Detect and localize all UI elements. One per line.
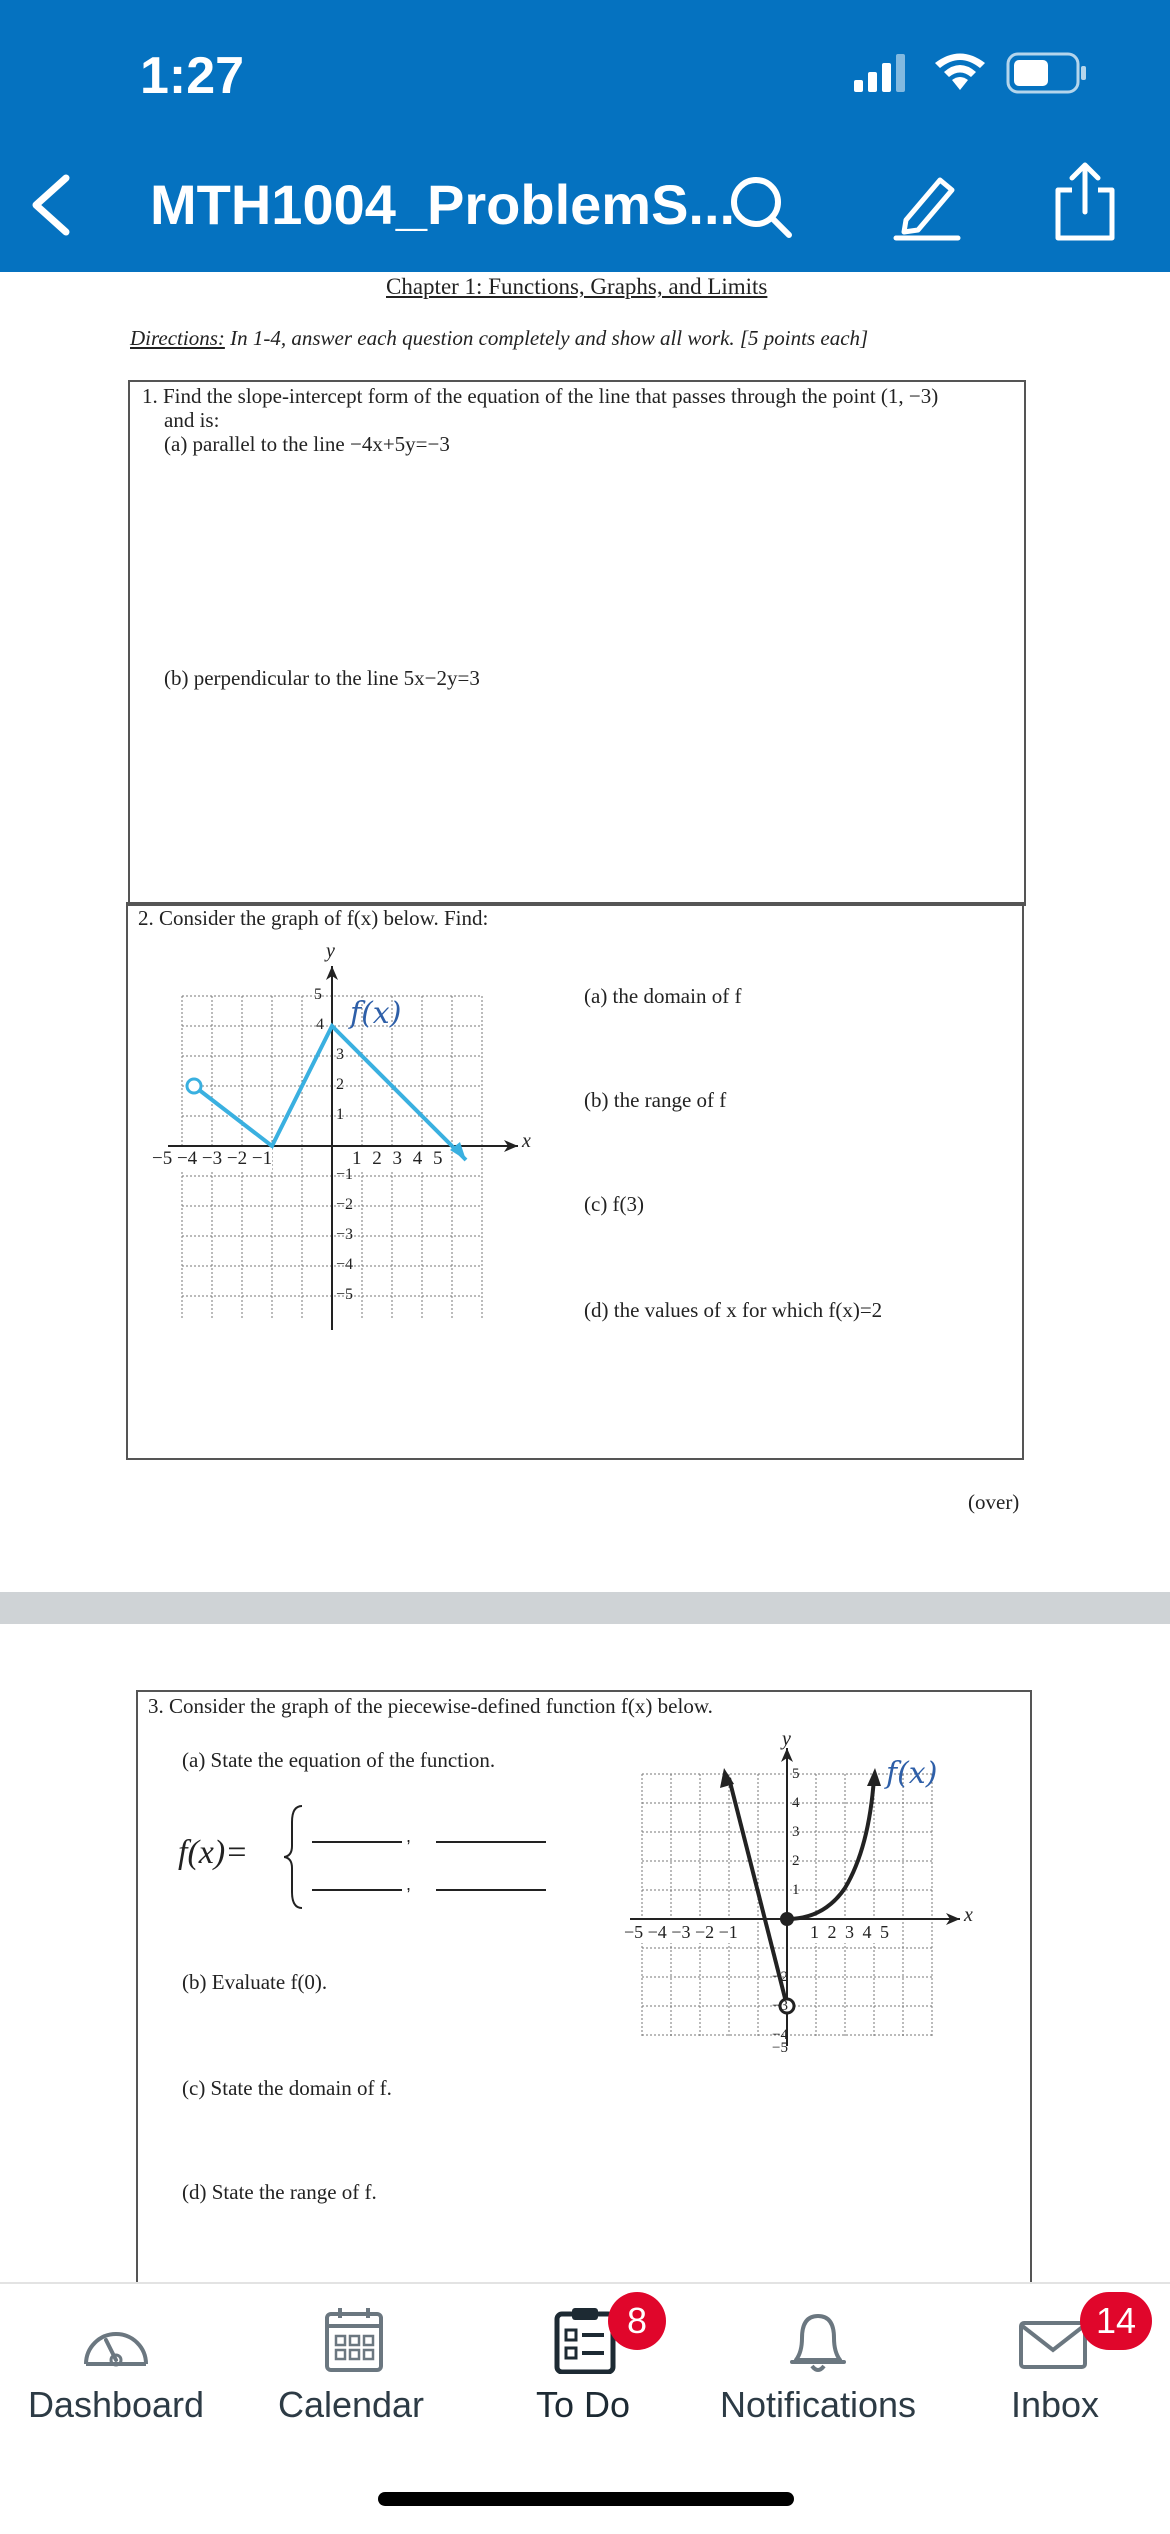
tab-todo[interactable] bbox=[470, 2284, 696, 2484]
directions-text: In 1-4, answer each question completely and show all work. [5 points each] bbox=[230, 326, 869, 350]
q2-prompt: 2. Consider the graph of f(x) below. Find: bbox=[138, 906, 489, 930]
q2-part-d: (d) the values of x for which f(x)=2 bbox=[584, 1298, 883, 1322]
q1-part-b: (b) perpendicular to the line 5x−2y=3 bbox=[164, 666, 480, 690]
share-icon bbox=[1050, 160, 1120, 242]
tab-notifications[interactable] bbox=[698, 2284, 938, 2484]
tab-inbox[interactable] bbox=[940, 2284, 1170, 2484]
tab-calendar-label: Calendar bbox=[277, 2384, 425, 2425]
q3-part-c: (c) State the domain of f. bbox=[182, 2076, 392, 2100]
annotate-button[interactable] bbox=[892, 170, 962, 242]
q2-handwritten-label: f(x) bbox=[350, 996, 402, 1031]
q3-part-b: (b) Evaluate f(0). bbox=[182, 1970, 328, 1994]
q3-part-d: (d) State the range of f. bbox=[182, 2180, 377, 2204]
calendar-icon bbox=[324, 2306, 384, 2374]
q3-y-tick-neg3: −3 bbox=[772, 1998, 788, 2014]
tab-dashboard-label: Dashboard bbox=[27, 2384, 205, 2425]
q3-y-tick-3: 3 bbox=[792, 1824, 800, 1840]
todo-badge: 8 bbox=[608, 2292, 666, 2350]
wifi-icon bbox=[932, 52, 988, 97]
over-note: (over) bbox=[968, 1490, 1020, 1514]
inbox-badge: 14 bbox=[1080, 2292, 1152, 2350]
q2-y-tick-neg2: −2 bbox=[336, 1196, 354, 1213]
q2-y-tick-neg4: −4 bbox=[336, 1256, 354, 1273]
q2-axis-x: x bbox=[522, 1130, 531, 1152]
svg-text:,: , bbox=[406, 1874, 412, 1894]
svg-text:,: , bbox=[406, 1826, 412, 1846]
q2-y-tick-5: 5 bbox=[314, 986, 322, 1003]
q2-y-tick-3: 3 bbox=[336, 1046, 344, 1063]
q1-part-a: (a) parallel to the line −4x+5y=−3 bbox=[164, 432, 450, 456]
q3-y-tick-neg5: −5 bbox=[772, 2040, 788, 2056]
tab-notifications-label: Notifications bbox=[719, 2384, 917, 2425]
q2-part-a: (a) the domain of f bbox=[584, 984, 742, 1008]
tab-todo-label: To Do bbox=[535, 2384, 631, 2425]
q2-y-tick-neg3: −3 bbox=[336, 1226, 354, 1243]
pen-icon bbox=[892, 170, 962, 242]
dashboard-icon bbox=[80, 2314, 152, 2370]
q2-x-ticks-negative: −5 −4 −3 −2 −1 bbox=[152, 1148, 273, 1169]
q3-graph bbox=[624, 1728, 1014, 2058]
q2-graph bbox=[148, 940, 568, 1360]
share-button[interactable] bbox=[1050, 160, 1120, 242]
question-2-box bbox=[126, 902, 1024, 1460]
tab-calendar[interactable] bbox=[234, 2284, 468, 2484]
question-3-box bbox=[136, 1690, 1032, 2282]
home-indicator[interactable] bbox=[378, 2492, 794, 2506]
todo-icon bbox=[554, 2304, 616, 2374]
search-button[interactable] bbox=[726, 172, 794, 240]
search-icon bbox=[726, 172, 794, 240]
status-time: 1:27 bbox=[140, 47, 245, 105]
q2-axis-y: y bbox=[326, 940, 335, 962]
directions bbox=[130, 326, 868, 351]
q3-part-a: (a) State the equation of the function. bbox=[182, 1748, 496, 1772]
q1-line1: 1. Find the slope-intercept form of the equation of the line that passes through the point (1, −3) bbox=[142, 384, 939, 408]
q3-y-tick-2: 2 bbox=[792, 1853, 800, 1869]
q3-piecewise-blanks bbox=[284, 1802, 574, 1912]
directions-label: Directions: bbox=[130, 326, 225, 350]
q2-part-b: (b) the range of f bbox=[584, 1088, 727, 1112]
q2-y-tick-neg5: −5 bbox=[336, 1286, 354, 1303]
q3-axis-x: x bbox=[964, 1904, 973, 1926]
document-page-1[interactable] bbox=[0, 272, 1170, 1592]
q2-part-c: (c) f(3) bbox=[584, 1192, 645, 1216]
q3-y-tick-neg4: −4 bbox=[772, 2027, 788, 2043]
q3-axis-y: y bbox=[782, 1728, 791, 1750]
q3-handwritten-label: f(x) bbox=[886, 1756, 938, 1791]
q3-y-tick-1: 1 bbox=[792, 1882, 800, 1898]
question-1-box bbox=[128, 380, 1026, 906]
q3-y-tick-neg2: −2 bbox=[772, 1969, 788, 1985]
q3-x-ticks-negative: −5 −4 −3 −2 −1 bbox=[624, 1922, 738, 1942]
q3-x-ticks-positive: 1 2 3 4 5 bbox=[810, 1922, 889, 1942]
signal-icon bbox=[852, 52, 908, 97]
q2-y-tick-1: 1 bbox=[336, 1106, 344, 1123]
page-separator bbox=[0, 1592, 1170, 1624]
q3-y-tick-4: 4 bbox=[792, 1795, 800, 1811]
mail-icon bbox=[1018, 2320, 1088, 2370]
q2-y-tick-4: 4 bbox=[316, 1016, 324, 1033]
document-title: MTH1004_ProblemS... bbox=[150, 173, 736, 236]
back-button[interactable] bbox=[20, 170, 80, 240]
document-page-2[interactable] bbox=[0, 1624, 1170, 2284]
tab-dashboard[interactable] bbox=[0, 2284, 232, 2484]
chapter-title: Chapter 1: Functions, Graphs, and Limits bbox=[386, 274, 768, 299]
q2-y-tick-2: 2 bbox=[336, 1076, 344, 1093]
q1-line2: and is: bbox=[164, 408, 220, 432]
q2-x-ticks-positive: 1 2 3 4 5 bbox=[352, 1148, 443, 1169]
q3-fx-label: f(x)= bbox=[178, 1834, 249, 1871]
battery-icon bbox=[1006, 52, 1088, 99]
tab-inbox-label: Inbox bbox=[1010, 2384, 1100, 2425]
app-header bbox=[0, 0, 1170, 272]
q3-prompt: 3. Consider the graph of the piecewise-defined function f(x) below. bbox=[148, 1694, 713, 1718]
q2-y-tick-neg1: −1 bbox=[336, 1166, 354, 1183]
bell-icon bbox=[788, 2306, 848, 2376]
q3-y-tick-5: 5 bbox=[792, 1766, 800, 1782]
